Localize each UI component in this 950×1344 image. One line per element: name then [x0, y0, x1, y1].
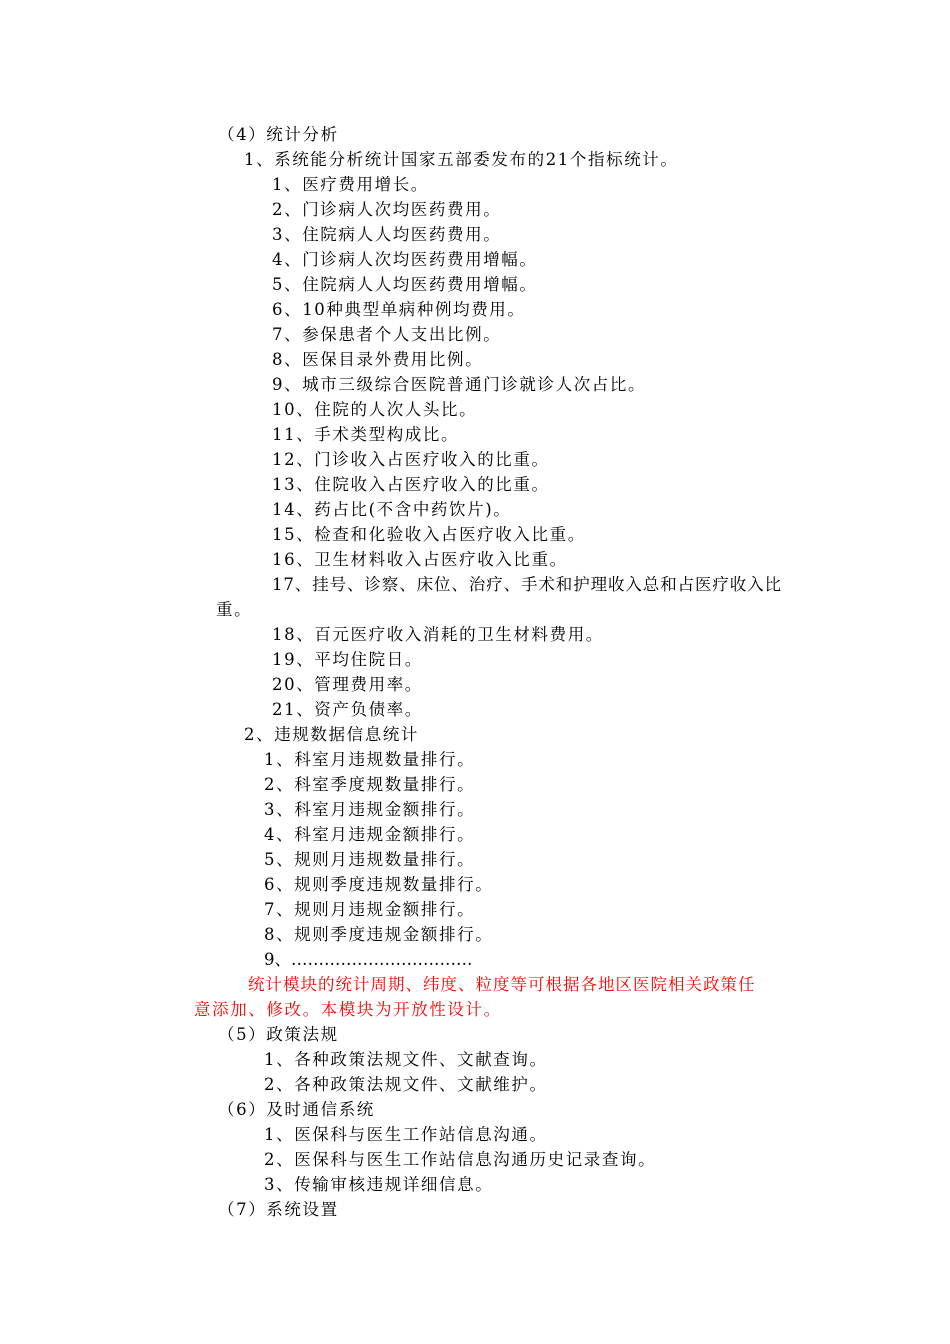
list-item: 8、规则季度违规金额排行。	[264, 925, 494, 944]
list-item: 21、资产负债率。	[272, 700, 423, 719]
list-item: 1、科室月违规数量排行。	[264, 750, 476, 769]
list-item-continuation: 重。	[216, 600, 253, 619]
list-item: 5、住院病人人均医药费用增幅。	[272, 275, 538, 294]
list-item: 18、百元医疗收入消耗的卫生材料费用。	[272, 625, 604, 644]
note-line-2: 意添加、修改。本模块为开放性设计。	[194, 1000, 502, 1019]
list-item: 1、医疗费用增长。	[272, 175, 429, 194]
list-item: 3、科室月违规金额排行。	[264, 800, 476, 819]
list-item: 8、医保目录外费用比例。	[272, 350, 484, 369]
section-5-heading: （5）政策法规	[218, 1025, 339, 1044]
list-item: 2、门诊病人次均医药费用。	[272, 200, 502, 219]
list-item: 6、规则季度违规数量排行。	[264, 875, 494, 894]
list-item: 4、科室月违规金额排行。	[264, 825, 476, 844]
list-item: 17、挂号、诊察、床位、治疗、手术和护理收入总和占医疗收入比	[272, 575, 782, 594]
note-line-1: 统计模块的统计周期、纬度、粒度等可根据各地区医院相关政策任	[248, 975, 756, 994]
list-item: 12、门诊收入占医疗收入的比重。	[272, 450, 550, 469]
list-item: 3、传输审核违规详细信息。	[264, 1175, 494, 1194]
list-item: 1、医保科与医生工作站信息沟通。	[264, 1125, 548, 1144]
list-item: 2、各种政策法规文件、文献维护。	[264, 1075, 548, 1094]
list-item: 14、药占比(不含中药饮片)。	[272, 500, 512, 519]
section-7-heading: （7）系统设置	[218, 1200, 339, 1219]
list-item: 3、住院病人人均医药费用。	[272, 225, 502, 244]
list-item: 19、平均住院日。	[272, 650, 423, 669]
subsection-1-heading: 1、系统能分析统计国家五部委发布的21个指标统计。	[244, 150, 679, 169]
list-item: 7、参保患者个人支出比例。	[272, 325, 502, 344]
list-item: 16、卫生材料收入占医疗收入比重。	[272, 550, 568, 569]
list-item: 4、门诊病人次均医药费用增幅。	[272, 250, 538, 269]
list-item: 11、手术类型构成比。	[272, 425, 460, 444]
list-item: 13、住院收入占医疗收入的比重。	[272, 475, 550, 494]
list-item: 2、科室季度规数量排行。	[264, 775, 476, 794]
section-4-heading: （4）统计分析	[218, 125, 339, 144]
list-item: 9、城市三级综合医院普通门诊就诊人次占比。	[272, 375, 647, 394]
list-item: 15、检查和化验收入占医疗收入比重。	[272, 525, 586, 544]
list-item: 2、医保科与医生工作站信息沟通历史记录查询。	[264, 1150, 657, 1169]
list-item: 5、规则月违规数量排行。	[264, 850, 476, 869]
section-6-heading: （6）及时通信系统	[218, 1100, 375, 1119]
list-item: 20、管理费用率。	[272, 675, 423, 694]
list-item: 1、各种政策法规文件、文献查询。	[264, 1050, 548, 1069]
list-item: 6、10种典型单病种例均费用。	[272, 300, 526, 319]
list-item: 7、规则月违规金额排行。	[264, 900, 476, 919]
list-item: 9、……………………………	[264, 950, 473, 969]
list-item: 10、住院的人次人头比。	[272, 400, 478, 419]
subsection-2-heading: 2、违规数据信息统计	[244, 725, 419, 744]
